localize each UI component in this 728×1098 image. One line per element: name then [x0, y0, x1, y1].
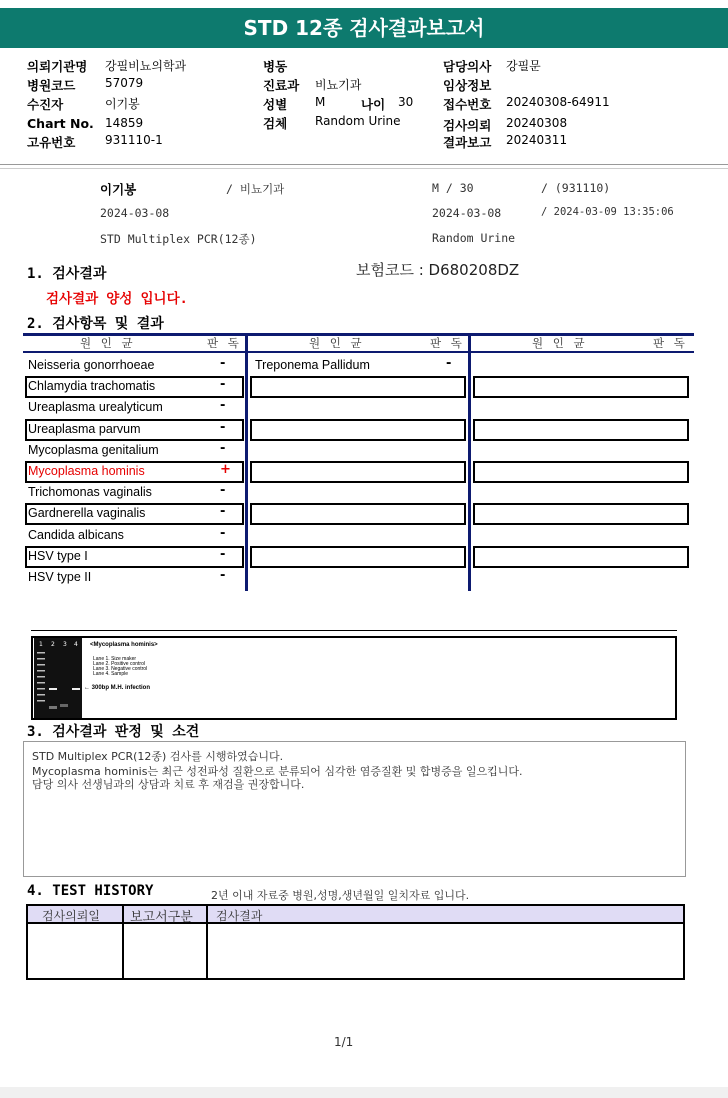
table-col-divider-2: [468, 333, 471, 591]
result-row-box: [250, 419, 466, 441]
organism-name: Mycoplasma hominis: [28, 464, 145, 478]
organism-result: -: [220, 419, 226, 435]
value-hospital-code: 57079: [105, 76, 144, 90]
result-row-box: [250, 461, 466, 483]
lane-4-label: 4: [74, 641, 78, 648]
result-summary: 검사결과 양성 입니다.: [46, 291, 188, 307]
value-test-request: 20240308: [506, 116, 568, 130]
organism-name: HSV type I: [28, 548, 88, 563]
organism-name: Gardnerella vaginalis: [28, 506, 146, 521]
value-requesting-institution: 강필비뇨의학과: [105, 59, 187, 73]
summary-id: / (931110): [541, 181, 611, 195]
value-receipt-no: 20240308-64911: [506, 95, 610, 109]
value-department: 비뇨기과: [315, 78, 362, 92]
section2-title: 2. 검사항목 및 결과: [27, 316, 164, 332]
history-table: [26, 904, 685, 980]
organism-name-col2: Treponema Pallidum: [255, 358, 370, 372]
summary-name: 이기봉: [100, 182, 137, 197]
gel-title: <Mycoplasma hominis>: [90, 642, 158, 648]
organism-name: Trichomonas vaginalis: [28, 485, 152, 500]
organism-result: -: [220, 483, 226, 499]
result-row-box: [473, 503, 689, 525]
page-number: 1/1: [334, 1035, 354, 1049]
gel-legend-3: Lane 3. Negative control: [93, 666, 148, 672]
value-doctor: 강필문: [506, 59, 541, 73]
col-head-organism-1: 원 인 균: [80, 336, 136, 350]
history-col-report-type: 보고서구분: [130, 910, 193, 925]
gel-electrophoresis-image: [34, 638, 82, 718]
section4-title: 4. TEST HISTORY: [27, 883, 154, 899]
history-col-divider-1: [122, 906, 124, 978]
organism-result: +: [220, 462, 231, 477]
summary-date1: 2024-03-08: [100, 206, 170, 220]
label-patient: 수진자: [27, 97, 64, 112]
organism-result: -: [220, 568, 226, 583]
organism-result: -: [220, 356, 226, 371]
label-sex: 성별: [263, 97, 288, 112]
history-note: 2년 이내 자료중 병원,성명,생년월일 일치자료 입니다.: [211, 889, 470, 902]
label-chart-no: Chart No.: [27, 116, 94, 131]
organism-result: -: [220, 440, 226, 456]
label-clinical-info: 임상정보: [443, 78, 492, 93]
organism-name: Neisseria gonorrhoeae: [28, 358, 155, 372]
summary-dept: / 비뇨기과: [226, 182, 285, 196]
result-row-box: [473, 376, 689, 398]
comment-line-1: STD Multiplex PCR(12종) 검사를 시행하였습니다.: [32, 750, 284, 763]
label-hospital-code: 병원코드: [27, 78, 76, 93]
organism-name: Ureaplasma urealyticum: [28, 400, 163, 415]
label-age: 나이: [361, 97, 386, 112]
summary-test-name: STD Multiplex PCR(12종): [100, 232, 257, 246]
table-head-border: [23, 351, 694, 353]
summary-date2: 2024-03-08: [432, 206, 502, 220]
gel-figure-frame: [31, 636, 677, 720]
history-col-request-date: 검사의뢰일: [42, 909, 100, 923]
organism-name: Candida albicans: [28, 527, 124, 542]
gel-legend-2: Lane 2. Positive control: [93, 661, 145, 667]
organism-name: Mycoplasma genitalium: [28, 442, 159, 457]
gel-top-rule: [31, 630, 677, 631]
report-title: STD 12종 검사결과보고서: [0, 8, 728, 48]
value-age: 30: [398, 95, 414, 109]
col-head-result-1: 판 독: [207, 336, 242, 350]
lane-2-label: 2: [51, 641, 55, 648]
value-patient: 이기봉: [105, 97, 140, 111]
col-head-result-2: 판 독: [430, 336, 465, 350]
organism-name: HSV type II: [28, 570, 92, 584]
col-head-result-3: 판 독: [653, 336, 688, 350]
label-department: 진료과: [263, 78, 300, 93]
result-row-box: [473, 461, 689, 483]
gel-legend-4: Lane 4. Sample: [93, 671, 129, 677]
organism-name: Ureaplasma parvum: [28, 421, 141, 436]
lane-3-label: 3: [63, 641, 67, 648]
organism-result: -: [220, 504, 226, 520]
organism-result: -: [220, 398, 226, 414]
lane-1-label: 1: [39, 641, 43, 648]
summary-specimen: Random Urine: [432, 231, 516, 245]
result-row-box: [250, 546, 466, 568]
header-divider: [0, 164, 728, 165]
history-col-result: 검사결과: [216, 909, 263, 923]
label-requesting-institution: 의뢰기관명: [27, 59, 88, 74]
label-doctor: 담당의사: [443, 59, 492, 74]
organism-result-col2: -: [446, 356, 452, 371]
label-result-report: 결과보고: [443, 135, 492, 150]
value-unique-no: 931110-1: [105, 133, 163, 147]
label-unique-no: 고유번호: [27, 135, 76, 150]
organism-result: -: [220, 525, 226, 541]
table-col-divider-1: [245, 333, 248, 591]
label-receipt-no: 접수번호: [443, 97, 492, 112]
comment-line-2: Mycoplasma hominis는 최근 성전파성 질환으로 분류되어 심각한 염증질환 및 합병증을 일으킵니다.: [32, 765, 523, 778]
summary-date3: / 2024-03-09 13:35:06: [541, 206, 674, 218]
organism-name: Chlamydia trachomatis: [28, 379, 156, 394]
result-row-box: [250, 376, 466, 398]
comment-line-3: 담당 의사 선생님과의 상담과 치료 후 재검을 권장합니다.: [32, 778, 305, 791]
result-row-box: [473, 546, 689, 568]
value-result-report: 20240311: [506, 133, 568, 147]
header-divider-2: [0, 168, 728, 169]
result-row-box: [250, 503, 466, 525]
value-specimen: Random Urine: [315, 114, 401, 128]
col-head-organism-3: 원 인 균: [532, 336, 588, 350]
label-ward: 병동: [263, 59, 288, 74]
section3-title: 3. 검사결과 판정 및 소견: [27, 724, 200, 740]
label-test-request: 검사의뢰: [443, 118, 492, 133]
col-head-organism-2: 원 인 균: [309, 336, 365, 350]
gel-legend-1: Lane 1. Size maker: [93, 656, 137, 662]
insurance-code: 보험코드 : D680208DZ: [356, 261, 520, 279]
summary-sex-age: M / 30: [432, 181, 474, 195]
value-sex: M: [315, 95, 326, 109]
organism-result: -: [220, 546, 226, 562]
history-table-header: [28, 906, 683, 924]
comment-box: [23, 741, 686, 877]
value-chart-no: 14859: [105, 116, 144, 130]
gel-band-label: ← 300bp M.H. infection: [84, 685, 151, 691]
history-col-divider-2: [206, 906, 208, 978]
result-row-box: [473, 419, 689, 441]
section1-title: 1. 검사결과: [27, 266, 107, 282]
label-specimen: 검체: [263, 116, 288, 131]
organism-result: -: [220, 377, 226, 393]
